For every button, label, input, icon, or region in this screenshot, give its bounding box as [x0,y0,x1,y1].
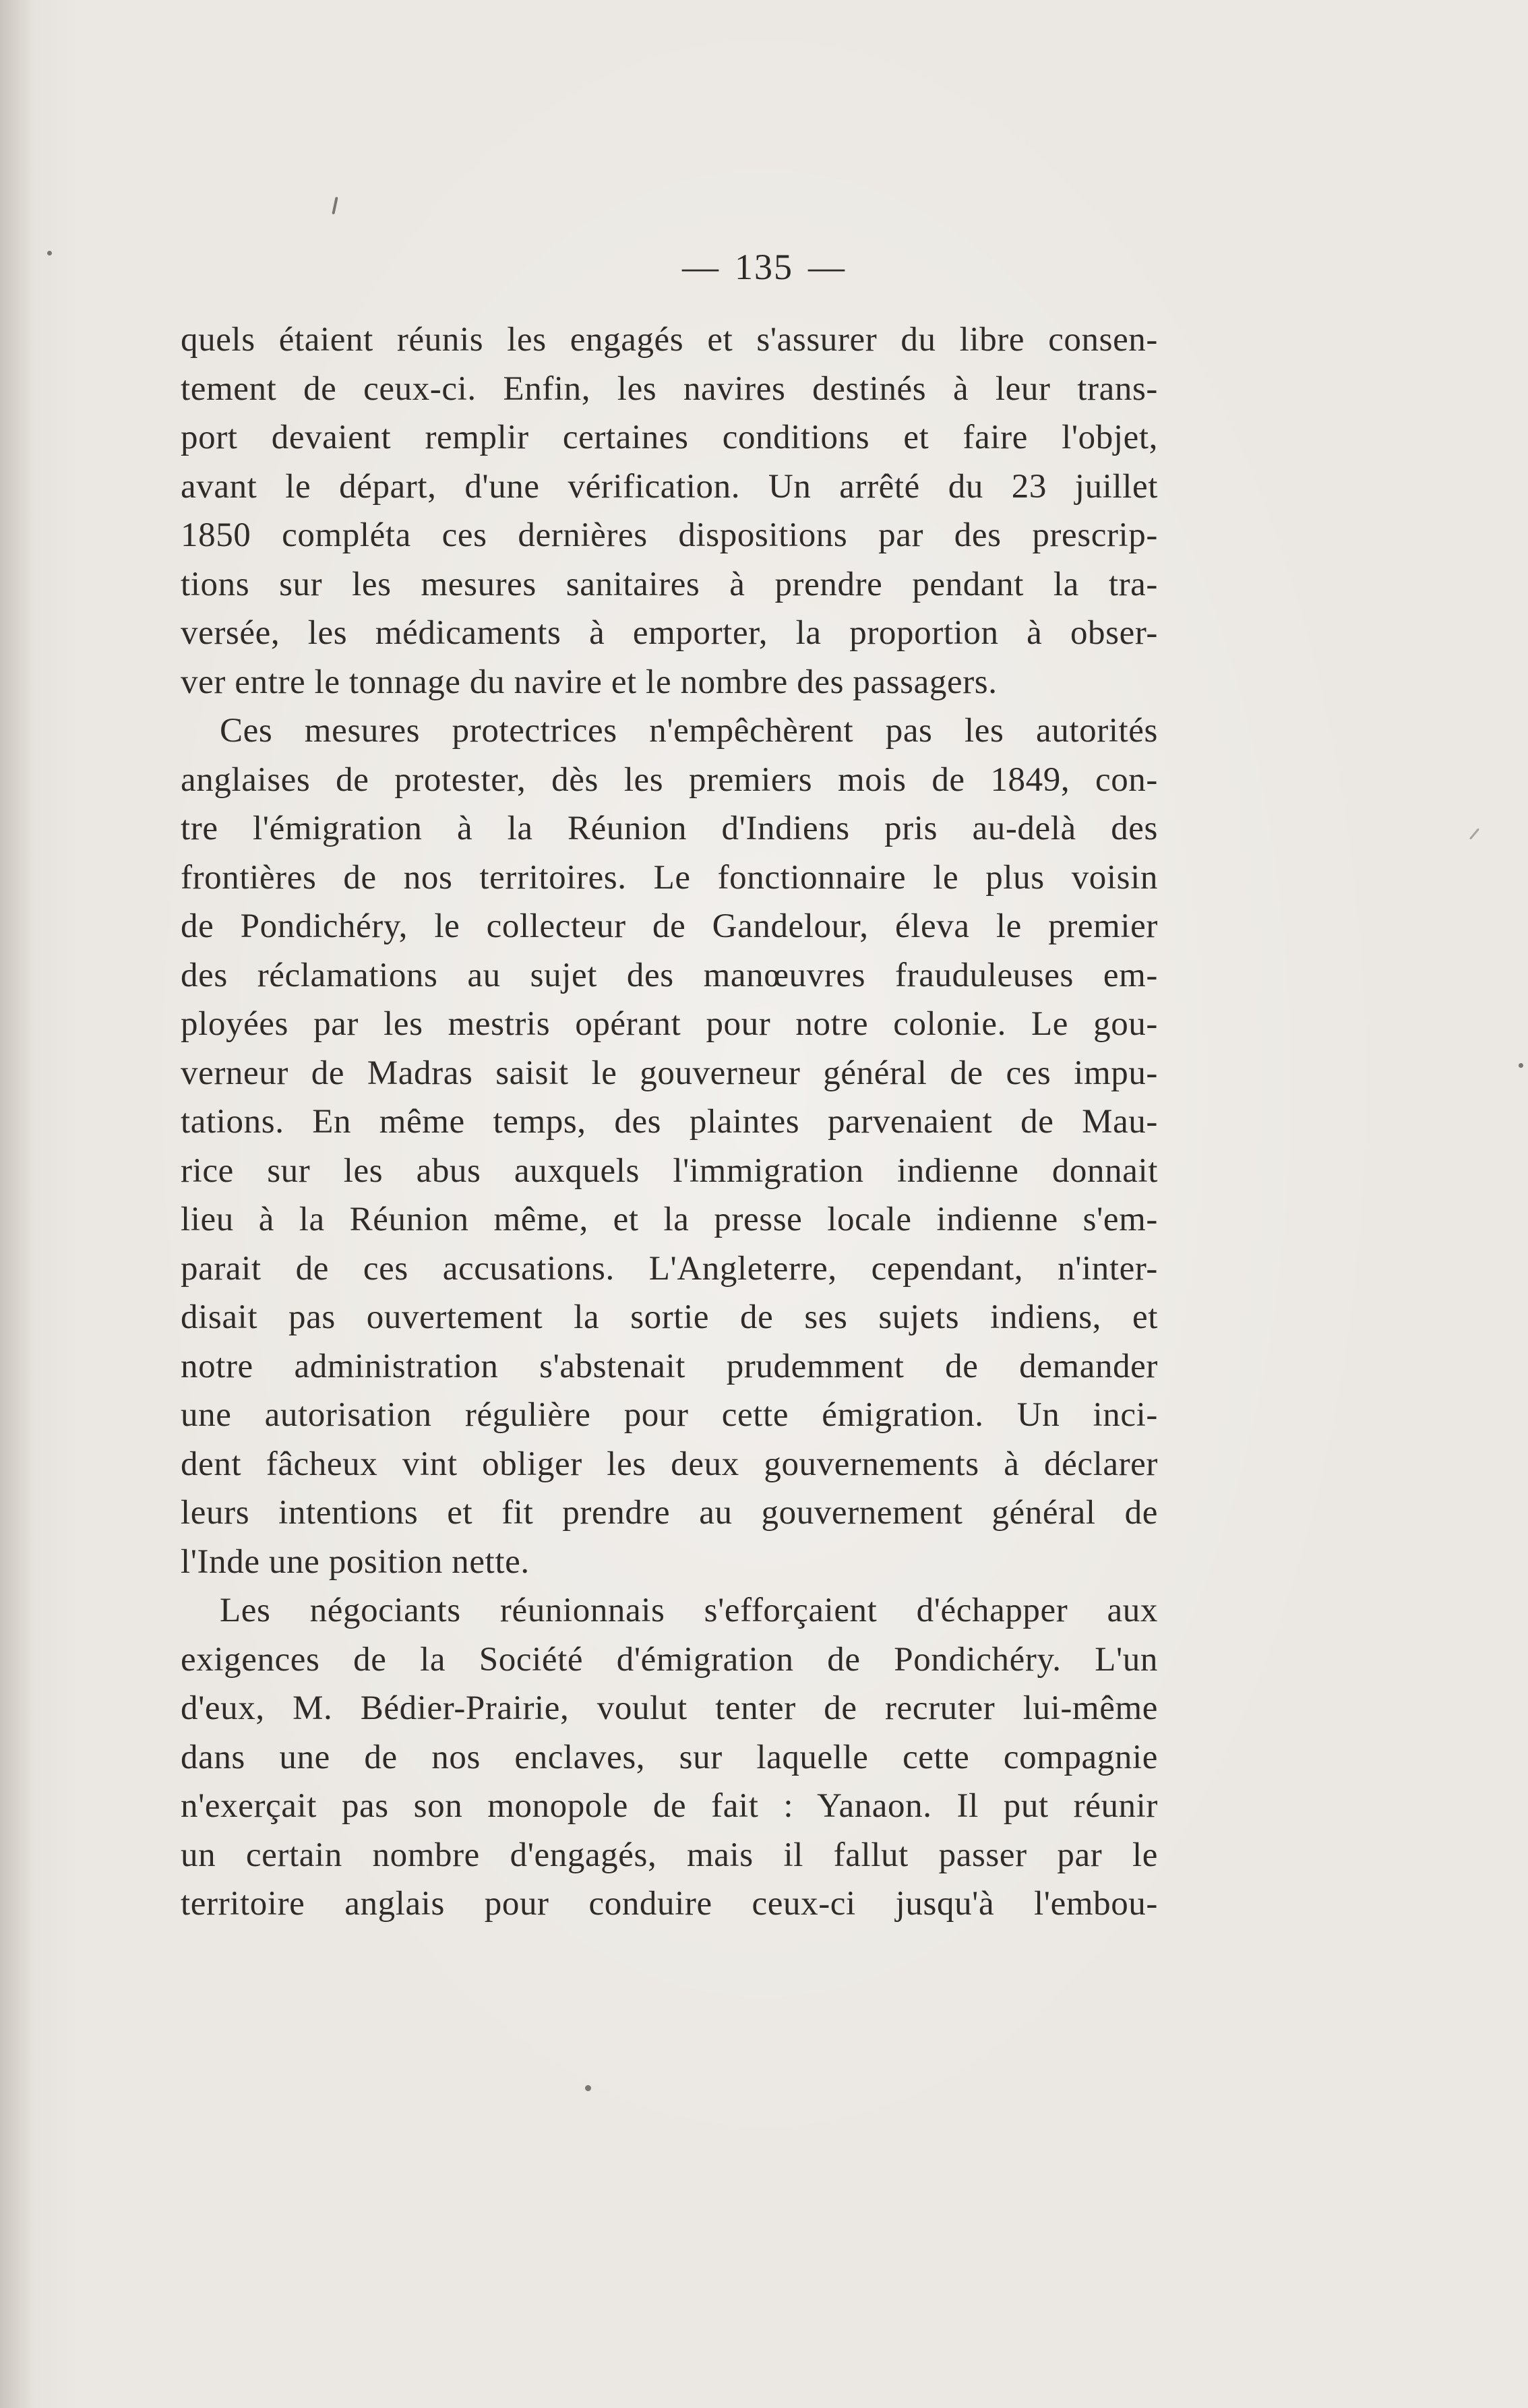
text-line: avant le départ, d'une vérification. Un arrêté du 23 juillet [181,467,1158,506]
text-line: territoire anglais pour conduire ceux-ci jusqu'à l'embou- [181,1885,1158,1923]
text-line: parait de ces accusations. L'Angleterre, cependant, n'inter- [181,1249,1158,1288]
text-line: lieu à la Réunion même, et la presse locale indienne s'em- [181,1201,1158,1238]
text-line: tement de ceux-ci. Enfin, les navires destinés à leur trans- [181,369,1158,408]
page-edge-shadow [0,0,31,2408]
text-line: anglaises de protester, dès les premiers mois de 1849, con- [181,760,1158,799]
text-line: disait pas ouvertement la sortie de ses sujets indiens, et [181,1298,1158,1336]
ink-speck [1519,1063,1523,1068]
text-line: dans une de nos enclaves, sur laquelle cette compagnie [181,1738,1158,1776]
text-line: dent fâcheux vint obliger les deux gouvernements à déclarer [181,1445,1158,1483]
text-line: n'exerçait pas son monopole de fait : Yanaon. Il put réunir [181,1787,1158,1825]
page-number [0,246,1528,288]
text-line: ver entre le tonnage du navire et le nombre des passagers. [181,663,998,701]
text-line: versée, les médicaments à emporter, la proportion à obser- [181,614,1158,652]
text-line: verneur de Madras saisit le gouverneur général de ces impu- [181,1054,1158,1092]
text-line: tions sur les mesures sanitaires à prendre pendant la tra- [181,565,1158,603]
ink-speck [1469,828,1479,839]
ink-speck [585,2085,591,2091]
text-line: des réclamations au sujet des manœuvres frauduleuses em- [181,956,1158,994]
text-line: frontières de nos territoires. Le fonctionnaire le plus voisin [181,858,1158,897]
text-line: rice sur les abus auxquels l'immigration indienne donnait [181,1151,1158,1190]
ink-speck [332,197,338,214]
text-line: 1850 compléta ces dernières dispositions par des prescrip- [181,516,1158,554]
text-line: tations. En même temps, des plaintes parvenaient de Mau- [181,1103,1158,1141]
text-line: port devaient remplir certaines conditions et faire l'objet, [181,419,1158,456]
text-line: exigences de la Société d'émigration de Pondichéry. L'un [181,1640,1158,1679]
text-line: d'eux, M. Bédier-Prairie, voulut tenter de recruter lui-même [181,1689,1158,1727]
page-number-dash-right: — [808,247,846,287]
text-line: quels étaient réunis les engagés et s'assurer du libre consen- [181,321,1158,359]
text-line: l'Inde une position nette. [181,1542,530,1581]
text-line: notre administration s'abstenait prudemment de demander [181,1347,1158,1385]
page-number-dash-left: — [682,247,720,287]
text-line: Les négociants réunionnais s'efforçaient d'échapper aux [220,1592,1158,1629]
text-line: ployées par les mestris opérant pour notre colonie. Le gou- [181,1005,1158,1043]
body-text [181,315,1158,1929]
text-line: Ces mesures protectrices n'empêchèrent pas les autorités [220,712,1158,750]
page-number-value: 135 [735,247,793,287]
text-line: de Pondichéry, le collecteur de Gandelour, éleva le premier [181,907,1158,945]
text-line: tre l'émigration à la Réunion d'Indiens pris au-delà des [181,810,1158,847]
text-line: une autorisation régulière pour cette émigration. Un inci- [181,1396,1158,1434]
text-line: leurs intentions et fit prendre au gouvernement général de [181,1494,1158,1532]
text-line: un certain nombre d'engagés, mais il fallut passer par le [181,1836,1158,1874]
